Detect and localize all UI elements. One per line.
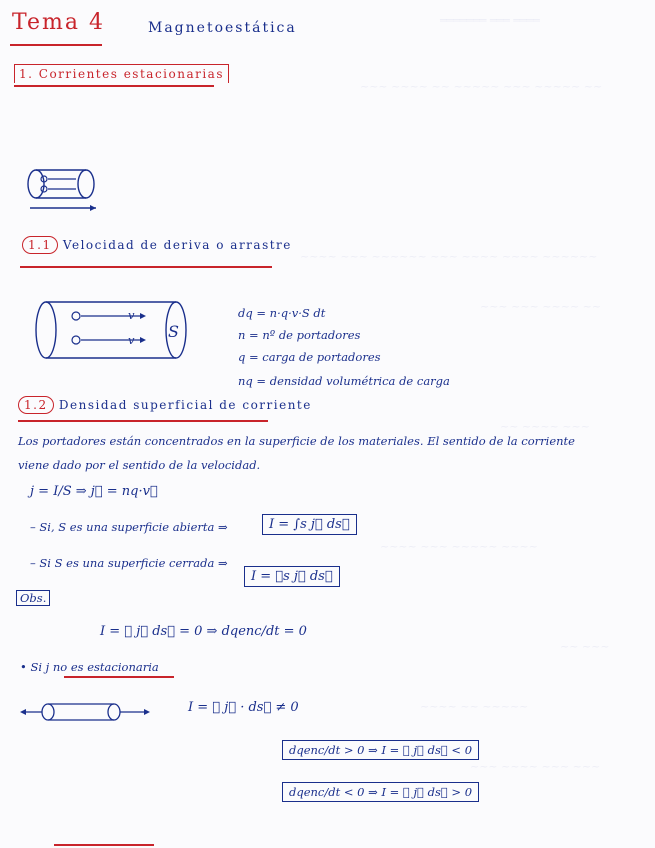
surface-current-text-1: Los portadores están concentrados en la superficie de los materiales. El sentido de la corriente <box>18 434 575 448</box>
eq-current-density: j = I/S ⇒ j⃗ = nq·v⃗ <box>30 484 158 499</box>
closed-surface-text: – Si S es una superficie cerrada ⇒ <box>30 556 228 570</box>
chapter-title: Tema 4 <box>12 10 105 35</box>
cylinder-velocity-label-top: v <box>128 308 135 322</box>
eq-n: n = nº de portadores <box>238 328 361 342</box>
open-surface-text: – Si, S es una superficie abierta ⇒ <box>30 520 228 534</box>
stationary-eq: I = ∮ j⃗ ds⃗ = 0 ⇒ dqenc/dt = 0 <box>100 624 307 639</box>
bottom-red-underline <box>54 844 154 846</box>
section-1-underline <box>14 85 214 87</box>
section-1-1-heading <box>22 238 292 252</box>
open-surface-eq: I = ∫s j⃗ ds⃗ <box>262 514 357 535</box>
closed-surface-diagram <box>18 692 158 732</box>
surface-current-text-2: viene dado por el sentido de la velocidad. <box>18 458 261 472</box>
drift-cylinder-diagram <box>34 296 214 376</box>
chapter-subtitle: Magnetoestática <box>148 20 297 36</box>
section-1-1-number: 1.1 <box>22 236 58 254</box>
section-1-heading <box>14 64 229 83</box>
section-1-2-underline <box>18 420 268 422</box>
section-1-1-title: Velocidad de deriva o arrastre <box>62 238 292 252</box>
title-underline <box>10 44 102 46</box>
section-1-heading-text: 1. Corrientes estacionarias <box>19 67 224 81</box>
section-1-2-number: 1.2 <box>18 396 54 414</box>
closed-surface-eq: I = ∮s j⃗ ds⃗ <box>244 566 340 587</box>
observation-label: Obs. <box>16 590 50 606</box>
eq-q: q = carga de portadores <box>238 350 381 364</box>
section-1-2-heading <box>18 398 312 412</box>
section-1-2-title: Densidad superficial de corriente <box>58 398 312 412</box>
cylinder-section-label: S <box>168 322 179 341</box>
non-stationary-eq: I = ∮ j⃗ · ds⃗ ≠ 0 <box>188 700 299 715</box>
eq-nq: nq = densidad volumétrica de carga <box>238 374 450 388</box>
case-a-eq: dqenc/dt > 0 ⇒ I = ∮ j⃗ ds⃗ < 0 <box>282 740 479 760</box>
case-b-eq: dqenc/dt < 0 ⇒ I = ∮ j⃗ ds⃗ > 0 <box>282 782 479 802</box>
section-1-1-underline <box>20 266 272 268</box>
non-stationary-underline <box>64 676 174 678</box>
eq-dq: dq = n·q·v·S dt <box>238 306 326 320</box>
wire-diagram <box>20 162 120 222</box>
cylinder-velocity-label-bottom: v <box>128 333 135 347</box>
non-stationary-text: • Si j no es estacionaria <box>20 660 159 674</box>
